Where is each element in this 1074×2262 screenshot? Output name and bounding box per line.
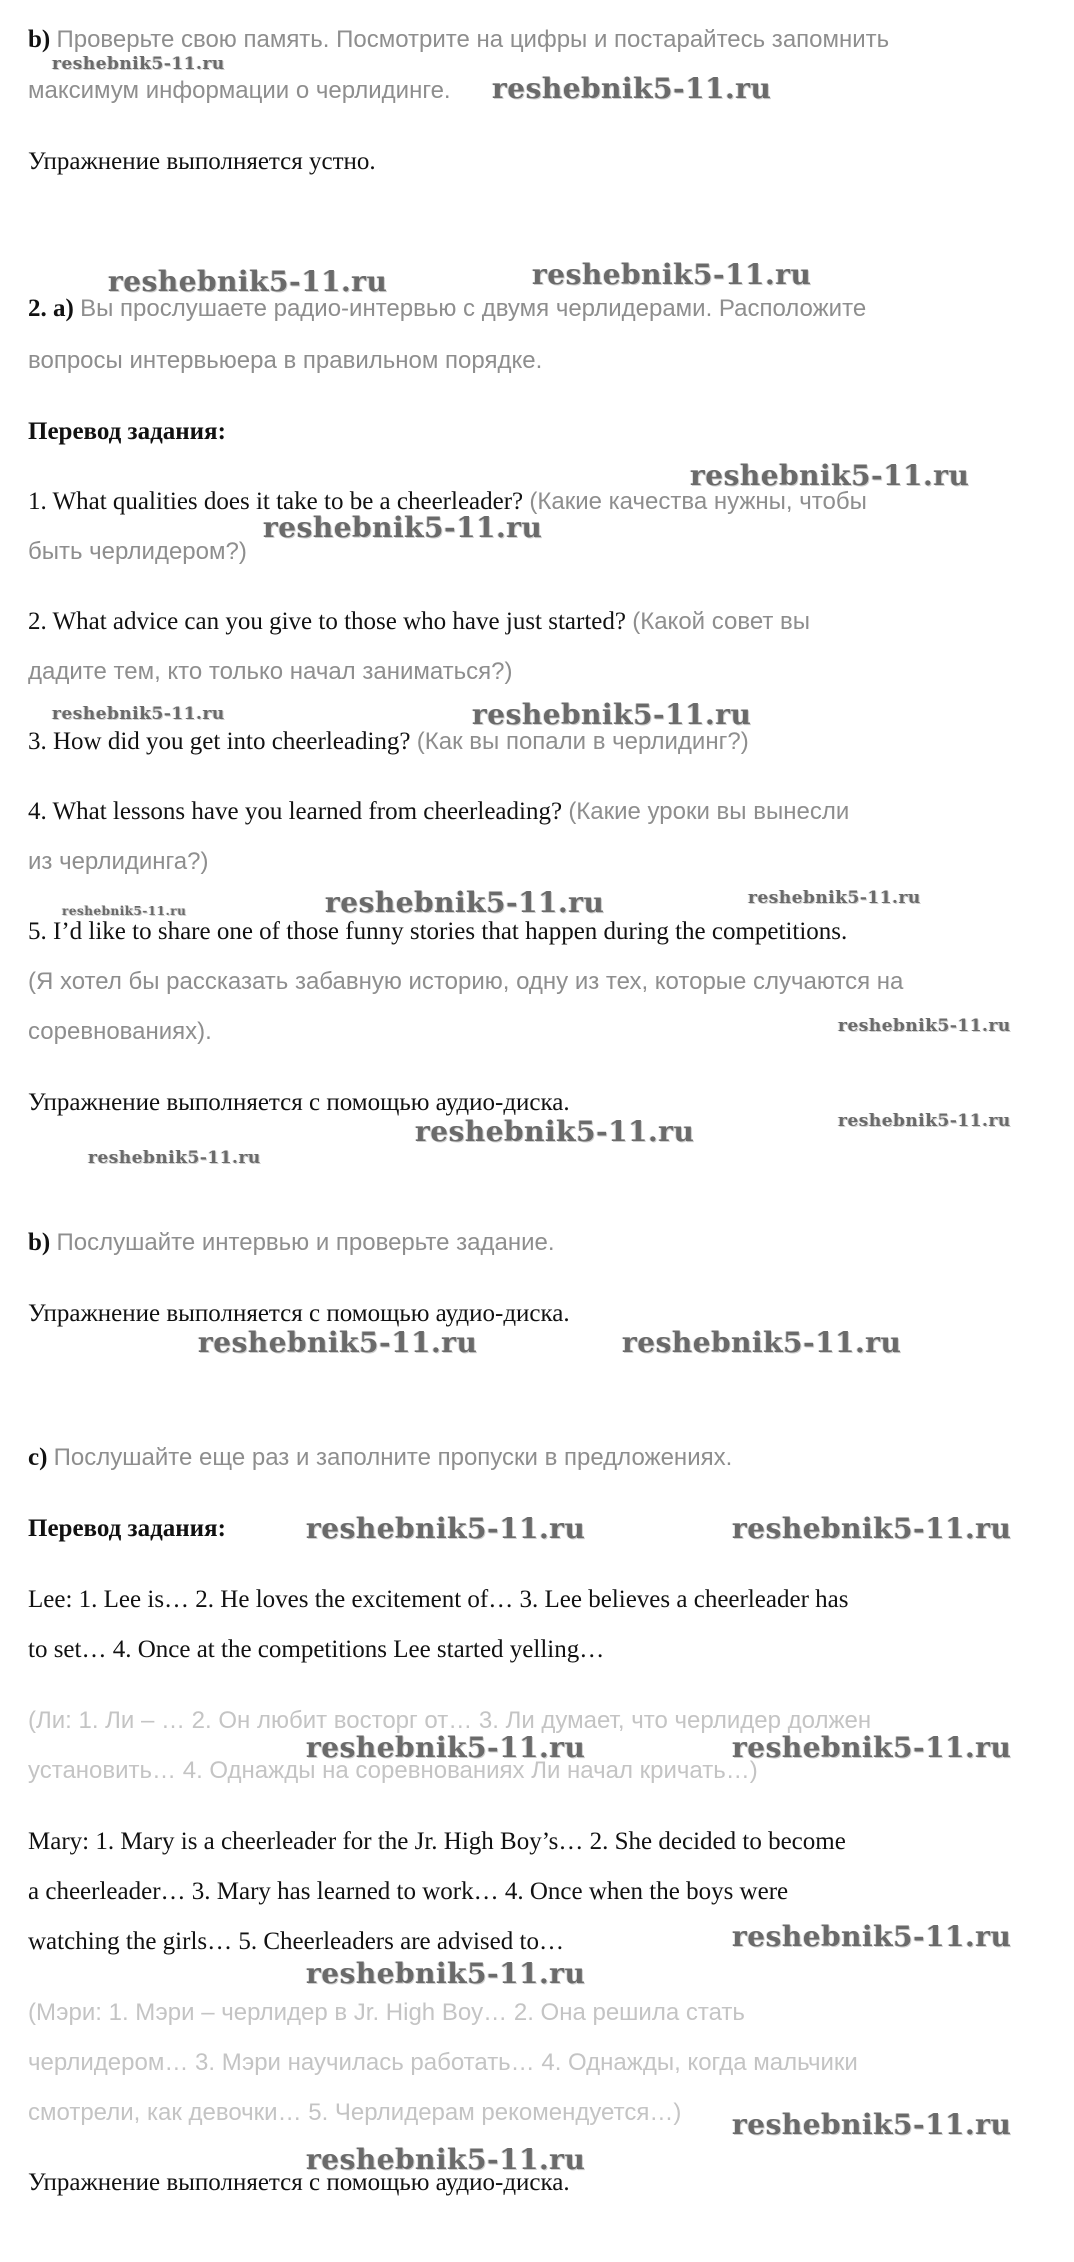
- part1b-text-2: максимум информации о черлидинге.: [28, 77, 451, 104]
- part2c-translation-heading: Перевод задания:: [28, 1515, 226, 1542]
- part1b-note: Упражнение выполняется устно.: [28, 148, 376, 175]
- part2a-translation-heading: Перевод задания:: [28, 418, 226, 445]
- watermark: reshebnik5-11.ru: [472, 698, 752, 731]
- lee-ru-2: установить… 4. Однажды на соревнованиях Ли начал кричать…): [28, 1757, 758, 1784]
- watermark: reshebnik5-11.ru: [198, 1326, 478, 1359]
- part2a-text-2: вопросы интервьюера в правильном порядке.: [28, 347, 543, 374]
- watermark: reshebnik5-11.ru: [732, 1512, 1012, 1545]
- question-3-en: 3. How did you get into cheerleading?: [28, 728, 411, 755]
- watermark: reshebnik5-11.ru: [748, 888, 921, 908]
- part2c-label: c): [28, 1444, 48, 1471]
- watermark: reshebnik5-11.ru: [622, 1326, 902, 1359]
- watermark: reshebnik5-11.ru: [306, 1512, 586, 1545]
- lee-en-1: Lee: 1. Lee is… 2. He loves the excitement of… 3. Lee believes a cheerleader has: [28, 1586, 849, 1613]
- part2b-line: [28, 1218, 1054, 1268]
- watermark: reshebnik5-11.ru: [838, 1111, 1011, 1131]
- question-2-ru-cont: дадите тем, кто только начал заниматься?): [28, 658, 513, 685]
- mary-en-1: Mary: 1. Mary is a cheerleader for the Jr. High Boy’s… 2. She decided to become: [28, 1828, 846, 1855]
- question-5-en: 5. I’d like to share one of those funny stories that happen during the competitions.: [28, 918, 848, 945]
- watermark: reshebnik5-11.ru: [306, 2143, 586, 2176]
- part2b-text: Послушайте интервью и проверьте задание.: [56, 1229, 555, 1256]
- watermark: reshebnik5-11.ru: [732, 1920, 1012, 1953]
- part2c-line: [28, 1433, 1054, 1483]
- watermark: reshebnik5-11.ru: [108, 265, 388, 298]
- question-1-ru-cont: быть черлидером?): [28, 538, 247, 565]
- watermark: reshebnik5-11.ru: [306, 1731, 586, 1764]
- part2c-text: Послушайте еще раз и заполните пропуски в предложениях.: [53, 1444, 733, 1471]
- mary-en-2: a cheerleader… 3. Mary has learned to work… 4. Once when the boys were: [28, 1878, 789, 1905]
- question-5-ru-cont: соревнованиях).: [28, 1018, 212, 1045]
- watermark: reshebnik5-11.ru: [492, 72, 772, 105]
- mary-ru-2: черлидером… 3. Мэри научилась работать… 4. Однажды, когда мальчики: [28, 2049, 858, 2076]
- part2a-note: Упражнение выполняется с помощью аудио-диска.: [28, 1089, 570, 1116]
- watermark: reshebnik5-11.ru: [263, 511, 543, 544]
- mary-ru-3: смотрели, как девочки… 5. Черлидерам рекомендуется…): [28, 2099, 682, 2126]
- watermark: reshebnik5-11.ru: [732, 1731, 1012, 1764]
- part1b-text-1: Проверьте свою память. Посмотрите на цифры и постарайтесь запомнить: [56, 26, 890, 53]
- question-4: [28, 787, 1054, 837]
- lee-en-2: to set… 4. Once at the competitions Lee started yelling…: [28, 1636, 605, 1663]
- question-5-ru: (Я хотел бы рассказать забавную историю, одну из тех, которые случаются на: [28, 968, 904, 995]
- mary-en-3: watching the girls… 5. Cheerleaders are advised to…: [28, 1928, 564, 1955]
- part1b-label: b): [28, 26, 51, 53]
- question-1-en: 1. What qualities does it take to be a cheerleader?: [28, 488, 524, 515]
- watermark: reshebnik5-11.ru: [306, 1957, 586, 1990]
- part2b-note: Упражнение выполняется с помощью аудио-диска.: [28, 1300, 570, 1327]
- part2a-text-1: Вы прослушаете радио-интервью с двумя черлидерами. Расположите: [80, 295, 867, 322]
- question-2-en: 2. What advice can you give to those who have just started?: [28, 608, 626, 635]
- lee-ru-1: (Ли: 1. Ли – … 2. Он любит восторг от… 3. Ли думает, что черлидер должен: [28, 1707, 872, 1734]
- question-1-ru: (Какие качества нужны, чтобы: [529, 488, 867, 515]
- watermark: reshebnik5-11.ru: [732, 2108, 1012, 2141]
- mary-ru-1: (Мэри: 1. Мэри – черлидер в Jr. High Boy… 2. Она решила стать: [28, 1999, 745, 2026]
- question-2-ru: (Какой совет вы: [632, 608, 811, 635]
- part2b-label: b): [28, 1229, 51, 1256]
- question-4-en: 4. What lessons have you learned from cheerleading?: [28, 798, 563, 825]
- question-4-ru: (Какие уроки вы вынесли: [568, 798, 850, 825]
- watermark: reshebnik5-11.ru: [415, 1115, 695, 1148]
- part2a-label: 2. a): [28, 295, 74, 322]
- watermark: reshebnik5-11.ru: [690, 459, 970, 492]
- watermark: reshebnik5-11.ru: [532, 258, 812, 291]
- question-3-ru: (Как вы попали в черлидинг?): [416, 728, 749, 755]
- watermark: reshebnik5-11.ru: [52, 704, 225, 724]
- watermark: reshebnik5-11.ru: [52, 54, 225, 74]
- watermark: reshebnik5-11.ru: [325, 886, 605, 919]
- part2c-note: Упражнение выполняется с помощью аудио-диска.: [28, 2169, 570, 2196]
- question-4-ru-cont: из черлидинга?): [28, 848, 209, 875]
- watermark: reshebnik5-11.ru: [88, 1148, 261, 1168]
- question-2: [28, 597, 1054, 647]
- watermark: reshebnik5-11.ru: [62, 904, 187, 918]
- watermark: reshebnik5-11.ru: [838, 1016, 1011, 1036]
